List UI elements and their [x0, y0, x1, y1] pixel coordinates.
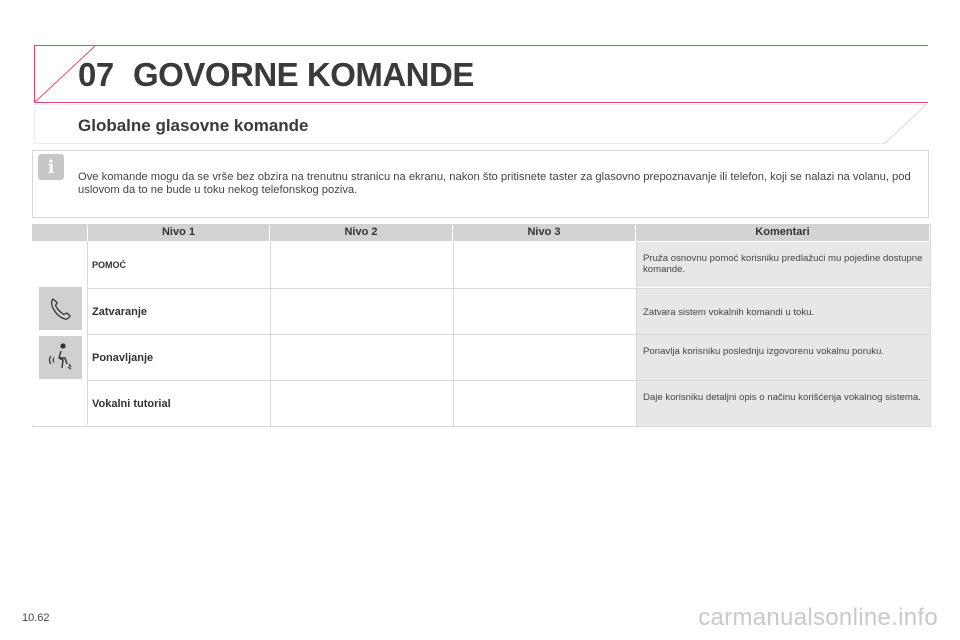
header-level2: Nivo 2 [270, 224, 452, 241]
section-title: Globalne glasovne komande [78, 116, 309, 135]
level3-cell [453, 289, 636, 334]
level3-cell [453, 242, 636, 287]
header-icon-column [32, 224, 87, 241]
table-row [88, 380, 929, 426]
header-level1: Nivo 1 [88, 224, 269, 241]
level3-cell [453, 381, 636, 426]
command-comment: Zatvara sistem vokalnih komandi u toku. [643, 307, 815, 318]
table-row [88, 242, 929, 287]
watermark: carmanualsonline.info [698, 604, 938, 631]
level3-cell [453, 335, 636, 380]
header-level3: Nivo 3 [453, 224, 635, 241]
chapter-title: GOVORNE KOMANDE [133, 56, 474, 93]
command-label: POMOĆ [92, 260, 127, 270]
level2-cell [270, 242, 453, 287]
phone-icon [39, 287, 82, 330]
level2-cell [270, 381, 453, 426]
page-number: 10.62 [22, 612, 50, 624]
command-label: Vokalni tutorial [92, 398, 171, 410]
voice-command-icon [39, 336, 82, 379]
table-row [88, 334, 929, 380]
info-icon: i [38, 154, 64, 180]
command-comment: Ponavlja korisniku poslednju izgovorenu vokalnu poruku. [643, 346, 885, 357]
command-comment: Pruža osnovnu pomoć korisniku predlažući mu pojedine dostupne komande. [643, 253, 923, 275]
level2-cell [270, 289, 453, 334]
command-label: Zatvaranje [92, 306, 148, 318]
info-text: Ove komande mogu da se vrše bez obzira na trenutnu stranicu na ekranu, nakon što pritisnete taster za glasovno prepoznavanje ili telefon, koji se nalazi na volanu, pod uslovom da to ne bude u toku nekog telefonskog poziva. [78, 171, 911, 196]
chapter-number: 07 [78, 56, 114, 93]
icon-column [32, 241, 88, 425]
command-label: Ponavljanje [92, 352, 154, 364]
table-row [88, 288, 929, 334]
level2-cell [270, 335, 453, 380]
header-comments: Komentari [636, 224, 929, 241]
command-comment: Daje korisniku detaljni opis o načinu korišćenja vokalnog sistema. [643, 392, 921, 403]
